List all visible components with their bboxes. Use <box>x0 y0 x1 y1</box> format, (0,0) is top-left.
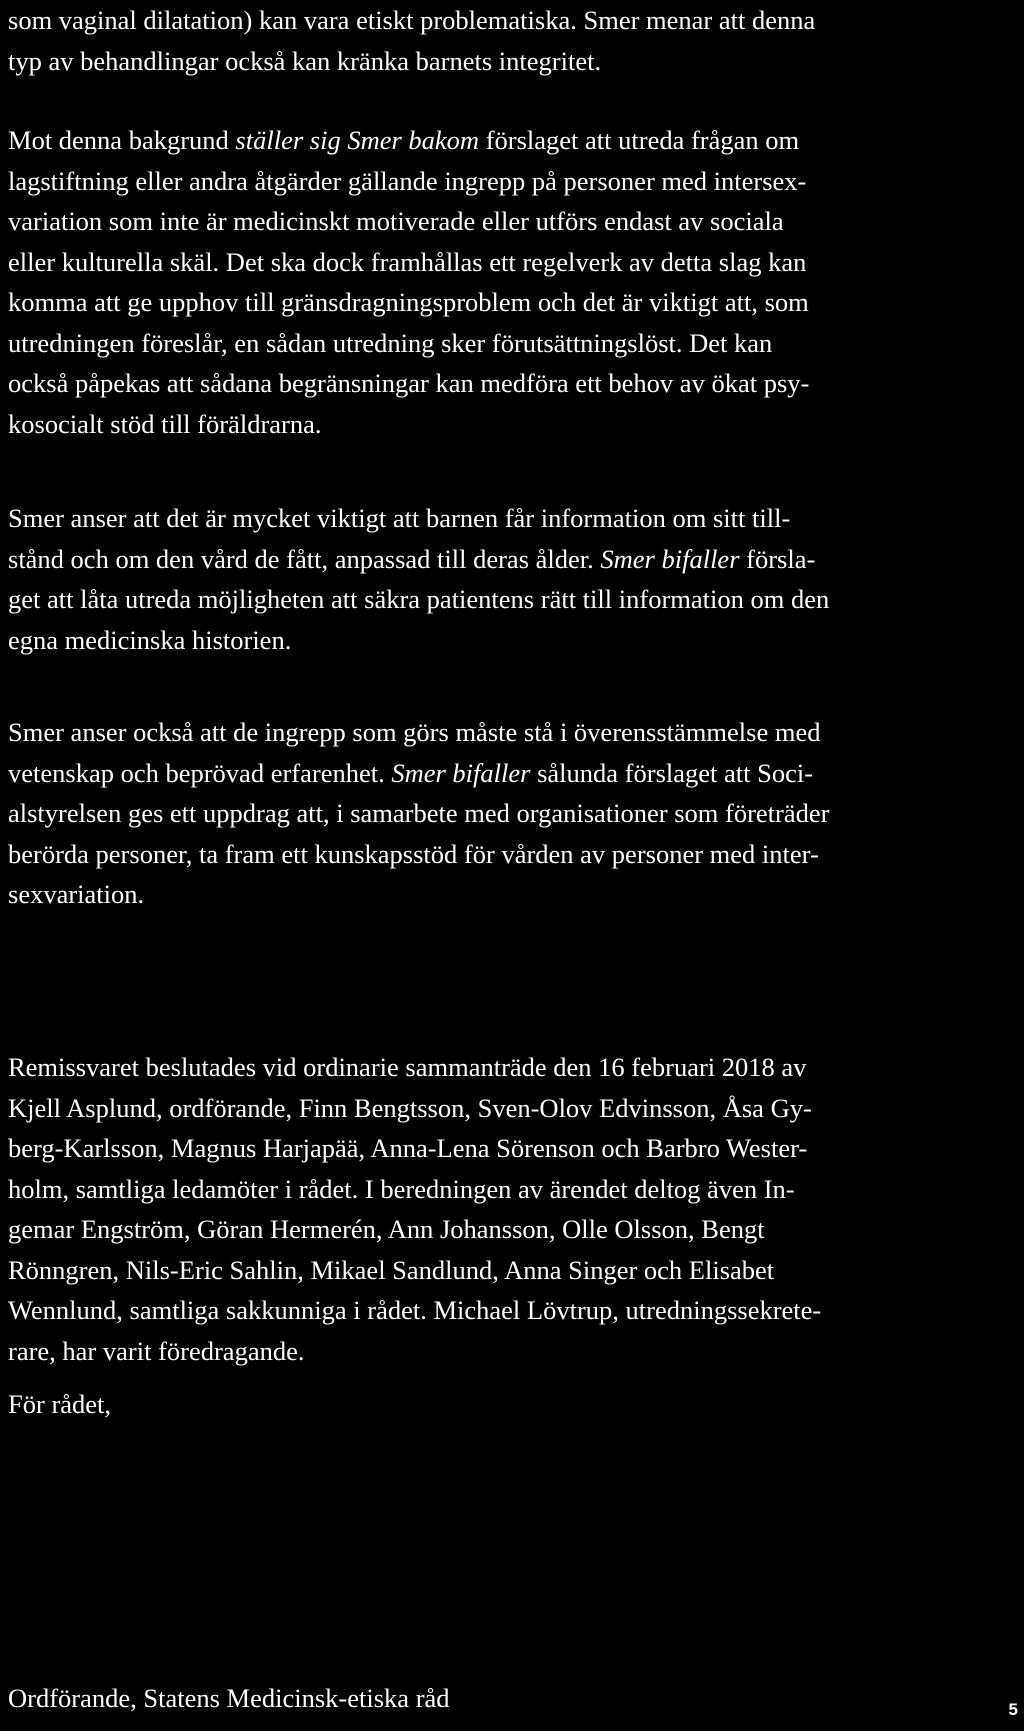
text-line: holm, samtliga ledamöter i rådet. I beredningen av ärendet deltog även In- <box>8 1173 795 1204</box>
text-segment: stånd och om den vård de fått, anpassad till deras ålder. <box>8 543 601 574</box>
emphasis-text: Smer bifaller <box>600 543 740 574</box>
text-line: berörda personer, ta fram ett kunskapsstöd för vården av personer med inter- <box>8 838 819 869</box>
text-line: rare, har varit föredragande. <box>8 1335 305 1366</box>
paragraph-4 <box>8 712 829 915</box>
text-line: Smer anser också att de ingrepp som görs måste stå i överensstämmelse med <box>8 717 821 747</box>
text-line <box>8 539 829 580</box>
text-line: kosocialt stöd till föräldrarna. <box>8 408 322 439</box>
text-line: som vaginal dilatation) kan vara etiskt problematiska. Smer menar att denna <box>8 5 816 35</box>
text-line: också påpekas att sådana begränsningar kan medföra ett behov av ökat psy- <box>8 368 810 398</box>
paragraph-2 <box>8 120 809 444</box>
paragraph-5 <box>8 1047 821 1371</box>
text-line: typ av behandlingar också kan kränka barnets integritet. <box>8 45 602 76</box>
text-line <box>8 120 809 161</box>
text-line: sexvariation. <box>8 879 145 909</box>
signature-title <box>8 1678 450 1719</box>
text-segment: förslaget att utreda frågan om <box>479 125 800 155</box>
text-line: komma att ge upphov till gränsdragningsproblem och det är viktigt att, som <box>8 287 809 317</box>
text-line: Smer anser att det är mycket viktigt att barnen får information om sitt till- <box>8 503 791 533</box>
text-segment: vetenskap och beprövad erfarenhet. <box>8 757 392 788</box>
text-segment: sålunda förslaget att Soci- <box>530 757 814 788</box>
text-line: Kjell Asplund, ordförande, Finn Bengtsson, Sven-Olov Edvinsson, Åsa Gy- <box>8 1092 812 1123</box>
text-line: alstyrelsen ges ett uppdrag att, i samarbete med organisationer som företräder <box>8 798 830 828</box>
emphasis-text: ställer sig Smer bakom <box>235 125 480 155</box>
page-number: 5 <box>1008 1700 1018 1719</box>
text-line: egna medicinska historien. <box>8 624 292 655</box>
text-line <box>8 753 829 794</box>
closing-salutation <box>8 1384 111 1425</box>
text-line: eller kulturella skäl. Det ska dock framhållas ett regelverk av detta slag kan <box>8 246 807 277</box>
text-line: gemar Engström, Göran Hermerén, Ann Johansson, Olle Olsson, Bengt <box>8 1214 765 1244</box>
emphasis-text: Smer bifaller <box>391 757 531 788</box>
text-line: get att låta utreda möjligheten att säkra patientens rätt till information om den <box>8 584 830 614</box>
text-line: Ordförande, Statens Medicinsk-etiska råd <box>8 1683 450 1713</box>
text-line: Rönngren, Nils-Eric Sahlin, Mikael Sandlund, Anna Singer och Elisabet <box>8 1254 775 1285</box>
text-line: lagstiftning eller andra åtgärder gällande ingrepp på personer med intersex- <box>8 165 807 196</box>
text-line: Remissvaret beslutades vid ordinarie sammanträde den 16 februari 2018 av <box>8 1052 807 1082</box>
text-line: För rådet, <box>8 1389 112 1419</box>
text-line: variation som inte är medicinskt motiverade eller utförs endast av sociala <box>8 206 784 236</box>
text-line: Wennlund, samtliga sakkunniga i rådet. Michael Lövtrup, utredningssekrete- <box>8 1295 822 1325</box>
paragraph-3 <box>8 498 829 660</box>
text-segment: försla- <box>739 543 816 574</box>
text-line: utredningen föreslår, en sådan utredning sker förutsättningslöst. Det kan <box>8 327 773 358</box>
text-segment: Mot denna bakgrund <box>8 125 236 155</box>
text-line: berg-Karlsson, Magnus Harjapää, Anna-Lena Sörenson och Barbro Wester- <box>8 1133 808 1163</box>
paragraph-1 <box>8 0 815 81</box>
